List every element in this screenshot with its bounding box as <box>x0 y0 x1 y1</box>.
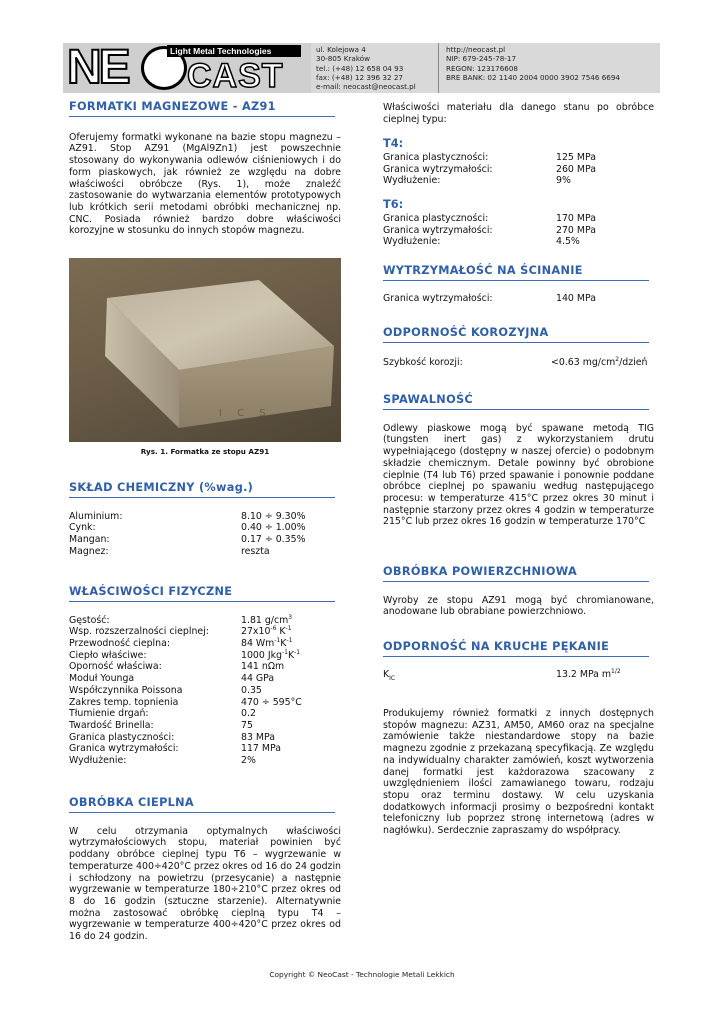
phys-row <box>69 673 341 685</box>
phys-row <box>69 755 341 767</box>
logo-ne-text: NE <box>67 43 128 93</box>
phys-value: 0.35 <box>241 684 262 696</box>
t4-value: 125 MPa <box>556 152 596 164</box>
chem-value: reszta <box>241 545 270 557</box>
header-divider <box>438 43 439 93</box>
section-title-fracture: ODPORNOŚĆ NA KRUCHE PĘKANIE <box>383 641 649 657</box>
t4-row <box>383 164 654 176</box>
fracture-key-sub: IC <box>389 674 396 682</box>
phys-key: Tłumienie drgań: <box>69 708 149 720</box>
neocast-logo <box>63 43 311 93</box>
address-line: tel.: (+48) 12 658 04 93 <box>316 63 404 73</box>
phys-value: 1000 Jkg <box>241 649 282 661</box>
phys-key: Ciepło właściwe: <box>69 649 147 661</box>
weld-paragraph: Odlewy piaskowe mogą być spawane metodą TIG (tungsten inert gas) z wykorzystaniem drutu wypełniającego (dostępny w naszej ofercie) o podobnym składzie chemicznym. Detale powinny być obrobione cieplnie (T4 lub T6) przed spawanie i ponownie poddane obróbce cieplnej po spawaniu według następującego procesu: w temperaturze 415°C przez okres 30 minut i następnie starzony przez okres 4 godzin w temperaturze 215°C lub przez okres 16 godzin w temperaturze 170°C <box>383 422 654 528</box>
closing-paragraph: Produkujemy również formatki z innych dostępnych stopów magnezu: AZ31, AM50, AM60 oraz na specjalne zamówienie także niestandardowe stopy na bazie magnezu zgodnie z przekazaną specyfikacją. Ze względu na indywidualny charakter zamówień, koszt wytworzenia danej formatki jest każdorazowa szacowany z uwzględnieniem ilości zamawianego towaru, rodzaju stopu oraz terminu dostawy. W celu uzyskania dodatkowych informacji prosimy o bezpośredni kontakt telefoniczny lub poprzez stronę internetową (adres w nagłówku). Serdecznie zapraszamy do współpracy. <box>383 708 654 837</box>
phys-value: 1.81 g/cm <box>241 614 289 626</box>
t6-value: 4.5% <box>556 236 580 248</box>
phys-value: 0.2 <box>241 708 256 720</box>
phys-value-sup: -1 <box>274 636 281 644</box>
t4-value: 9% <box>556 175 571 187</box>
section-title-corrosion: ODPORNOŚĆ KOROZYJNA <box>383 327 649 343</box>
section-title-shear: WYTRZYMAŁOŚĆ NA ŚCINANIE <box>383 265 649 281</box>
t6-row <box>383 213 654 225</box>
phys-row <box>69 685 341 697</box>
corrosion-section <box>383 327 654 368</box>
page-footer: Copyright © NeoCast - Technologie Metali Lekkich <box>269 970 455 979</box>
chem-value: 0.17 ÷ 0.35% <box>241 534 306 546</box>
shear-row <box>383 293 654 305</box>
fracture-key: K <box>383 668 390 680</box>
phys-value-sup: -1 <box>294 648 301 656</box>
t6-title: T6: <box>383 198 404 212</box>
phys-value: 141 nΩm <box>241 661 285 673</box>
t4-row <box>383 152 654 164</box>
t6-key: Granica wytrzymałości: <box>383 224 493 236</box>
t6-key: Wydłużenie: <box>383 236 441 248</box>
state-section <box>383 102 654 248</box>
intro-paragraph: Oferujemy formatki wykonane na bazie stopu magnezu – AZ91. Stop AZ91 (MgAl9Zn1) jest powszechnie stosowany do wykonywania odlewów ciśnieniowych i do form piaskowych, jak również ze względu na dobre właściwości obróbcze (Rys. 1), może znaleźć zastosowanie do wytwarzania elementów prototypowych lub krótkich serii metodami obróbki mechanicznej np. CNC. Posiada również bardzo dobre właściwości korozyjne w stosunku do innych stopów magnezu. <box>69 131 341 237</box>
phys-value-sup: -1 <box>286 636 293 644</box>
letterhead <box>63 43 660 93</box>
phys-value-unit: K <box>280 638 287 650</box>
phys-key: Współczynnika Poissona <box>69 684 183 696</box>
phys-value-sup: -1 <box>285 625 292 633</box>
phys-key: Moduł Younga <box>69 673 135 685</box>
address-line: 30-805 Kraków <box>316 54 370 64</box>
chem-row <box>69 511 341 523</box>
phys-value-sup: -6 <box>270 625 277 633</box>
phys-value: 83 MPa <box>241 731 275 743</box>
t6-value: 270 MPa <box>556 224 596 236</box>
heat-paragraph: W celu otrzymania optymalnych właściwości wytrzymałościowych stopu, materiał powinien być poddany obróbce cieplnej typu T6 – wygrzewanie w temperaturze 400÷420°C przez okres od 16 do 24 godzin i schłodzony na powietrzu (przesycanie) a następnie wygrzewanie w temperaturze 180÷210°C przez okres od 8 do 16 godzin (sztuczne starzenie). Alternatywnie można zastosować obróbkę cieplną typu T4 – wygrzewanie w temperaturze 400÷420°C przez okres od 16 do 24 godzin. <box>69 825 341 943</box>
t6-value: 170 MPa <box>556 212 596 224</box>
t4-value: 260 MPa <box>556 163 596 175</box>
address-block <box>316 45 416 91</box>
phys-key: Wsp. rozszerzalności cieplnej: <box>69 626 209 638</box>
section-title-weld: SPAWALNOŚĆ <box>383 394 649 410</box>
shear-section <box>383 265 654 304</box>
phys-table <box>69 615 341 767</box>
email-line: e-mail: neocast@neocast.pl <box>316 82 416 92</box>
t6-row <box>383 236 654 248</box>
phys-key: Granica wytrzymałości: <box>69 743 179 755</box>
phys-row <box>69 732 341 744</box>
phys-value-unit: K <box>287 649 295 661</box>
company-info-block <box>446 45 620 82</box>
regon-line: REGON: 123176608 <box>446 63 519 73</box>
fracture-value-sup: 1/2 <box>611 667 621 675</box>
phys-key: Wydłużenie: <box>69 754 127 766</box>
chem-value: 8.10 ÷ 9.30% <box>241 510 306 522</box>
shear-key: Granica wytrzymałości: <box>383 292 493 304</box>
phys-key: Oporność właściwa: <box>69 661 162 673</box>
t6-row <box>383 225 654 237</box>
section-title-intro: FORMATKI MAGNEZOWE - AZ91 <box>69 101 335 117</box>
magnesium-plate-photo <box>69 258 341 442</box>
chem-key: Mangan: <box>69 534 110 546</box>
phys-value-sup: 3 <box>288 613 293 621</box>
phys-value-sup: -1 <box>281 648 288 656</box>
chem-row <box>69 534 341 546</box>
phys-key: Twardość Brinella: <box>69 719 154 731</box>
phys-value: 27x10 <box>241 626 271 638</box>
phys-key: Granica plastyczności: <box>69 731 175 743</box>
phys-value: 470 ÷ 595°C <box>241 696 302 708</box>
chem-section <box>69 482 341 557</box>
phys-key: Zakres temp. topnienia <box>69 696 179 708</box>
phys-value: 84 Wm <box>241 638 275 650</box>
figure-caption: Rys. 1. Formatka ze stopu AZ91 <box>140 447 270 456</box>
plate-marking: I C S <box>219 408 272 419</box>
phys-row <box>69 661 341 673</box>
chem-value: 0.40 ÷ 1.00% <box>241 522 306 534</box>
chem-key: Aluminium: <box>69 510 123 522</box>
t4-title: T4: <box>383 137 404 151</box>
phys-row <box>69 638 341 650</box>
logo-cast-text: CAST <box>187 57 284 93</box>
section-title-surface: OBRÓBKA POWIERZCHNIOWA <box>383 566 649 582</box>
phys-section <box>69 586 341 767</box>
address-line: fax: (+48) 12 396 32 27 <box>316 72 403 82</box>
t4-key: Wydłużenie: <box>383 175 441 187</box>
phys-row <box>69 743 341 755</box>
nip-line: NIP: 679-245-78-17 <box>446 54 517 64</box>
chem-table <box>69 511 341 558</box>
phys-value: 117 MPa <box>241 743 281 755</box>
chem-key: Magnez: <box>69 545 109 557</box>
closing-section <box>383 708 654 837</box>
fracture-row <box>383 669 654 681</box>
corrosion-value-sup: 2 <box>615 355 620 363</box>
phys-value: 44 GPa <box>241 673 275 685</box>
address-line: ul. Kolejowa 4 <box>316 45 366 54</box>
chem-key: Cynk: <box>69 522 96 534</box>
corrosion-key: Szybkość korozji: <box>383 356 463 368</box>
phys-value-unit: K <box>276 626 286 638</box>
chem-row <box>69 546 341 558</box>
fracture-value: 13.2 MPa m <box>556 668 612 680</box>
surface-section <box>383 566 654 618</box>
t6-key: Granica plastyczności: <box>383 212 489 224</box>
phys-row <box>69 626 341 638</box>
chem-row <box>69 522 341 534</box>
section-title-phys: WŁAŚCIWOŚCI FIZYCZNE <box>69 586 335 602</box>
bank-line: BRE BANK: 02 1140 2004 0000 3902 7546 6694 <box>446 72 620 82</box>
t4-row <box>383 175 654 187</box>
phys-row <box>69 615 341 627</box>
phys-key: Gęstość: <box>69 614 110 626</box>
corrosion-value: <0.63 mg/cm <box>551 356 616 368</box>
t4-key: Granica wytrzymałości: <box>383 163 493 175</box>
state-intro: Właściwości materiału dla danego stanu po obróbce cieplnej typu: <box>383 102 654 125</box>
surface-paragraph: Wyroby ze stopu AZ91 mogą być chromianowane, anodowane lub obrabiane powierzchniowo. <box>383 594 654 618</box>
phys-value: 75 <box>241 719 253 731</box>
website-line: http://neocast.pl <box>446 45 506 54</box>
phys-key: Przewodność cieplna: <box>69 638 171 650</box>
section-title-chem: SKŁAD CHEMICZNY (%wag.) <box>69 482 335 498</box>
left-column <box>69 101 341 237</box>
phys-row <box>69 697 341 709</box>
phys-row <box>69 720 341 732</box>
corrosion-row <box>383 357 654 369</box>
shear-value: 140 MPa <box>556 292 596 304</box>
phys-row <box>69 650 341 662</box>
fracture-section <box>383 641 654 680</box>
weld-section <box>383 394 654 528</box>
section-title-heat: OBRÓBKA CIEPLNA <box>69 797 335 813</box>
corrosion-value-unit: /dzień <box>619 356 648 368</box>
t4-key: Granica plastyczności: <box>383 152 489 164</box>
phys-row <box>69 708 341 720</box>
heat-section <box>69 797 341 943</box>
phys-value: 2% <box>241 754 256 766</box>
plate-illustration <box>69 258 341 442</box>
logo-tagline: Light Metal Technologies <box>167 45 301 57</box>
